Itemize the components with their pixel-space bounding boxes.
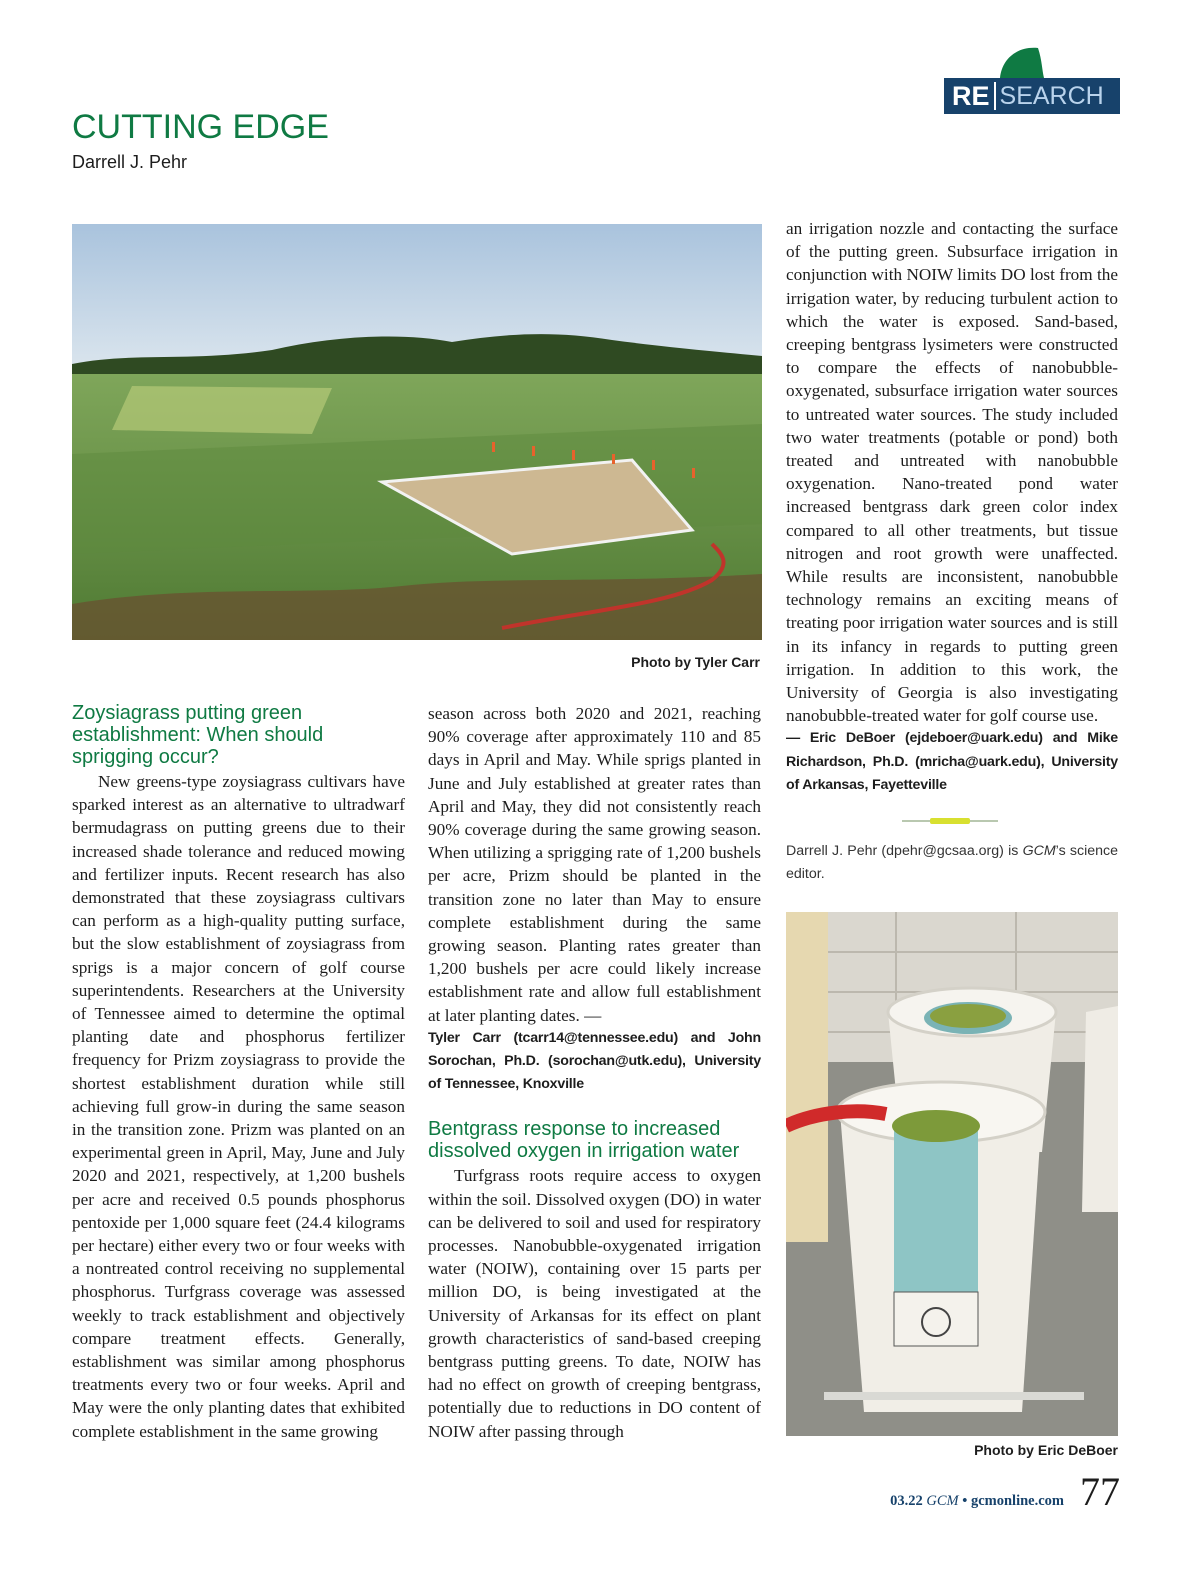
research-badge <box>944 78 1120 114</box>
lysimeter-photo-icon <box>786 912 1118 1436</box>
field-photo-icon <box>72 224 762 640</box>
lysimeter-buckets-photo <box>786 912 1118 1436</box>
folio-bullet: • <box>962 1493 968 1509</box>
issue-date: 03.22 <box>890 1493 923 1509</box>
page-number: 77 <box>1080 1469 1120 1514</box>
divider-accent <box>930 818 970 824</box>
article1-heading: Zoysiagrass putting green establishment: When should sprigging occur? <box>72 702 324 768</box>
article1-body-part2: season across both 2020 and 2021, reaching 90% coverage after approximately 110 and 85 days in April and May. While sprigs planted in June and July established at greater rates than April and May, they did not consistently reach 90% coverage during the same growing season. When utilizing a sprigging rate of 1,200 bushels per acre, Prizm should be planted in the transition zone no later than May to ensure complete establishment during the same growing season. Planting rates greater than 1,200 bushels per acre could likely increase establishment rate and allow full establishment at later planting dates. — <box>428 704 761 1025</box>
leaf-icon <box>998 44 1044 78</box>
article2-body-part1: Turfgrass roots require access to oxygen within the soil. Dissolved oxygen (DO) in water can be delivered to soil and used for respiratory processes. Nanobubble-oxygenated irrigation water (NOIW), containing over 15 parts per million DO, is being investigated at the University of Arkansas for its effect on plant growth characteristics of sand-based creeping bentgrass putting greens. To date, NOIW has had no effect on growth of creeping bentgrass, potentially due to reductions in DO content of NOIW after passing through <box>428 1166 761 1441</box>
website: gcmonline.com <box>970 1493 1064 1509</box>
spacer <box>428 1096 761 1118</box>
logo-divider <box>994 82 996 110</box>
logo-search-text: SEARCH <box>999 81 1104 110</box>
byline: Darrell J. Pehr <box>72 152 188 172</box>
folio-line <box>890 1493 1064 1510</box>
magazine-name: GCM <box>926 1493 959 1509</box>
photo-credit-eric-deboer: Photo by Eric DeBoer <box>974 1442 1118 1458</box>
turfgrass-field-photo <box>72 224 762 640</box>
article1-signature: Tyler Carr (tcarr14@tennessee.edu) and John Sorochan, Ph.D. (sorochan@utk.edu), University of Tennessee, Knoxville <box>428 1029 761 1093</box>
article1-col1 <box>72 702 405 1443</box>
article2-heading: Bentgrass response to increased dissolved oxygen in irrigation water <box>428 1118 740 1163</box>
article-col2 <box>428 702 761 1443</box>
research-logo <box>940 44 1120 114</box>
photo-credit-tyler-carr: Photo by Tyler Carr <box>631 654 760 670</box>
bio-text-before: Darrell J. Pehr (dpehr@gcsaa.org) is <box>786 843 1023 859</box>
bio-text-after: ’s science editor. <box>786 843 1118 882</box>
article2-signature: — Eric DeBoer (ejdeboer@uark.edu) and Mike Richardson, Ph.D. (mricha@uark.edu), University of Arkansas, Fayetteville <box>786 730 1118 793</box>
section-title: CUTTING EDGE <box>72 108 329 146</box>
article2-col3 <box>786 217 1118 797</box>
page-footer <box>890 1468 1120 1515</box>
author-bio <box>786 840 1118 886</box>
article2-body-part2: an irrigation nozzle and contacting the surface of the putting green. Subsurface irrigation in conjunction with NOIW limits DO lost from the irrigation water, by reducing turbulent action to which the water is exposed. Sand-based, creeping bentgrass lysimeters were constructed to compare the effects of nanobubble-oxygenated, subsurface irrigation water sources to untreated water sources. The study included two water treatments (potable or pond) both treated and untreated with nanobubble oxygenation. Nano-treated pond water increased bentgrass dark green color index compared to all other treatments, but tissue nitrogen and root growth were unaffected. While results are inconsistent, nanobubble technology remains an exciting means of treating poor irrigation water sources and is still in its infancy in regards to putting green irrigation. In addition to this work, the University of Georgia is also investigating nanobubble-treated water for golf course use. <box>786 219 1118 726</box>
article1-body-part1: New greens-type zoysiagrass cultivars have sparked interest as an alternative to ultradwarf bermudagrass on putting greens due to their increased shade tolerance and reduced mowing and fertilizer inputs. Recent research has also demonstrated that these zoysiagrass cultivars can perform as a high-quality putting surface, but the slow establishment of zoysiagrass from sprigs is a major concern of golf course superintendents. Researchers at the University of Tennessee aimed to determine the optimal planting date and phosphorus fertilizer frequency for Prizm zoysiagrass to provide the shortest establishment duration while still achieving full grow-in during the same season in the transition zone. Prizm was planted on an experimental green in April, May, June and July 2020 and 2021, respectively, at 1,200 bushels per acre and received 0.5 pounds phosphorus pentoxide per 1,000 square feet (24.4 kilograms per hectare) either every two or four weeks with a nontreated control receiving no supplemental phosphorus. Turfgrass coverage was assessed weekly to track establishment and objectively compare treatment effects. Generally, establishment was similar among phosphorus treatments every two or four weeks. April and May were the only planting dates that exhibited complete establishment in the same growing <box>72 772 405 1441</box>
logo-re-text: RE <box>952 80 990 111</box>
bio-publication: GCM <box>1022 843 1056 859</box>
